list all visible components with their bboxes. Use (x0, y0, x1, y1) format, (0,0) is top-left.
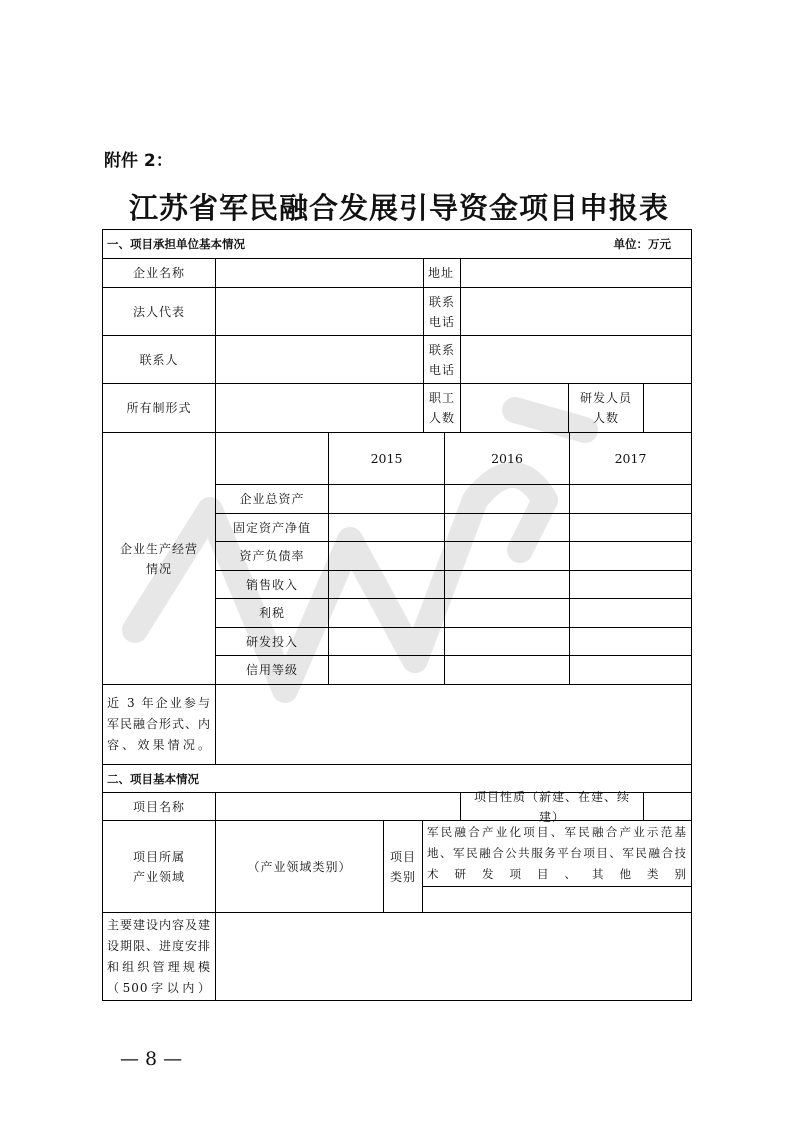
year-2016: 2016 (445, 433, 570, 485)
metric-debt-ratio: 资产负债率 (216, 542, 329, 571)
metric-profit-tax: 利税 (216, 599, 329, 628)
field-project-name[interactable] (216, 793, 461, 821)
field-contact[interactable] (216, 336, 424, 384)
metric-sales: 销售收入 (216, 571, 329, 599)
cell-sales-2017[interactable] (570, 571, 691, 599)
label-industry-field-line1: 项目所属 (132, 849, 185, 864)
label-recent-participation: 近 3 年企业参与军民融合形式、内容、效果情况。 (103, 685, 216, 765)
field-company-name[interactable] (216, 259, 424, 288)
cell-credit-rating-2015[interactable] (329, 656, 445, 685)
label-phone-line1: 联系 (428, 294, 455, 309)
cell-profit-tax-2015[interactable] (329, 599, 445, 628)
label-address: 地址 (424, 259, 461, 288)
label-main-content: 主要建设内容及建设期限、进度安排和组织管理规模（500字以内） (103, 913, 216, 1000)
label-industry-field-line2: 产业领域 (132, 869, 185, 884)
field-project-nature[interactable] (644, 793, 691, 821)
cell-sales-2015[interactable] (329, 571, 445, 599)
cell-credit-rating-2016[interactable] (445, 656, 570, 685)
field-rd-staff[interactable] (644, 384, 691, 433)
page-number: — 8 — (120, 1048, 183, 1070)
label-project-name: 项目名称 (103, 793, 216, 821)
field-legal-rep[interactable] (216, 288, 424, 336)
cell-sales-2016[interactable] (445, 571, 570, 599)
metric-credit-rating: 信用等级 (216, 656, 329, 685)
label-project-category-line1: 项目 (389, 849, 416, 864)
cell-total-assets-2017[interactable] (570, 485, 691, 514)
form-title: 江苏省军民融合发展引导资金项目申报表 (128, 191, 669, 225)
field-contact-phone[interactable] (461, 336, 691, 384)
label-operation-line1: 企业生产经营 (119, 541, 198, 556)
field-address[interactable] (461, 259, 691, 288)
application-form-table (102, 229, 692, 1001)
label-contact-phone (424, 336, 461, 384)
cell-fixed-assets-2017[interactable] (570, 514, 691, 542)
label-ownership: 所有制形式 (103, 384, 216, 433)
section2-heading: 二、项目基本情况 (103, 765, 691, 793)
field-recent-participation[interactable] (216, 685, 691, 765)
field-project-category[interactable] (423, 887, 691, 913)
year-2015: 2015 (329, 433, 445, 485)
metric-rd-investment: 研发投入 (216, 628, 329, 656)
cell-rd-investment-2017[interactable] (570, 628, 691, 656)
label-rd-staff-line1: 研发人员 (579, 391, 632, 405)
label-staff (424, 384, 461, 433)
field-staff[interactable] (461, 384, 569, 433)
label-phone-line2: 电话 (428, 314, 455, 329)
cell-fixed-assets-2016[interactable] (445, 514, 570, 542)
label-staff-line1: 职工 (428, 391, 455, 405)
cell-profit-tax-2017[interactable] (570, 599, 691, 628)
label-legal-rep: 法人代表 (103, 288, 216, 336)
section1-heading (103, 230, 691, 259)
year-2017: 2017 (570, 433, 691, 485)
cell-total-assets-2016[interactable] (445, 485, 570, 514)
label-phone (424, 288, 461, 336)
cell-debt-ratio-2016[interactable] (445, 542, 570, 571)
metric-total-assets: 企业总资产 (216, 485, 329, 514)
label-project-nature: 项目性质（新建、在建、续建） (461, 793, 644, 821)
cell-rd-investment-2016[interactable] (445, 628, 570, 656)
label-staff-line2: 人数 (428, 411, 455, 425)
metric-fixed-assets: 固定资产净值 (216, 514, 329, 542)
field-main-content[interactable] (216, 913, 691, 1000)
label-company-name: 企业名称 (103, 259, 216, 288)
field-ownership[interactable] (216, 384, 424, 433)
label-operation (103, 433, 216, 685)
label-contact: 联系人 (103, 336, 216, 384)
cell-debt-ratio-2017[interactable] (570, 542, 691, 571)
label-contact-phone-line2: 电话 (428, 362, 455, 377)
section1-heading-text: 一、项目承担单位基本情况 (107, 237, 245, 251)
cell-fixed-assets-2015[interactable] (329, 514, 445, 542)
label-rd-staff-line2: 人数 (592, 411, 619, 425)
year-header-blank (216, 433, 329, 485)
cell-debt-ratio-2015[interactable] (329, 542, 445, 571)
label-rd-staff (569, 384, 644, 433)
cell-rd-investment-2015[interactable] (329, 628, 445, 656)
label-project-category-line2: 类别 (389, 869, 416, 884)
field-industry-category[interactable]: （产业领域类别） (216, 821, 384, 913)
field-phone[interactable] (461, 288, 691, 336)
cell-total-assets-2015[interactable] (329, 485, 445, 514)
label-contact-phone-line1: 联系 (428, 342, 455, 357)
label-industry-field (103, 821, 216, 913)
unit-label: 单位：万元 (613, 237, 671, 251)
cell-profit-tax-2016[interactable] (445, 599, 570, 628)
label-project-category (384, 821, 423, 913)
cell-credit-rating-2017[interactable] (570, 656, 691, 685)
category-options: 军民融合产业化项目、军民融合产业示范基地、军民融合公共服务平台项目、军民融合技术研发项目、其他类别 (423, 821, 691, 887)
label-operation-line2: 情况 (145, 561, 172, 576)
attachment-label: 附件 2： (104, 151, 173, 171)
